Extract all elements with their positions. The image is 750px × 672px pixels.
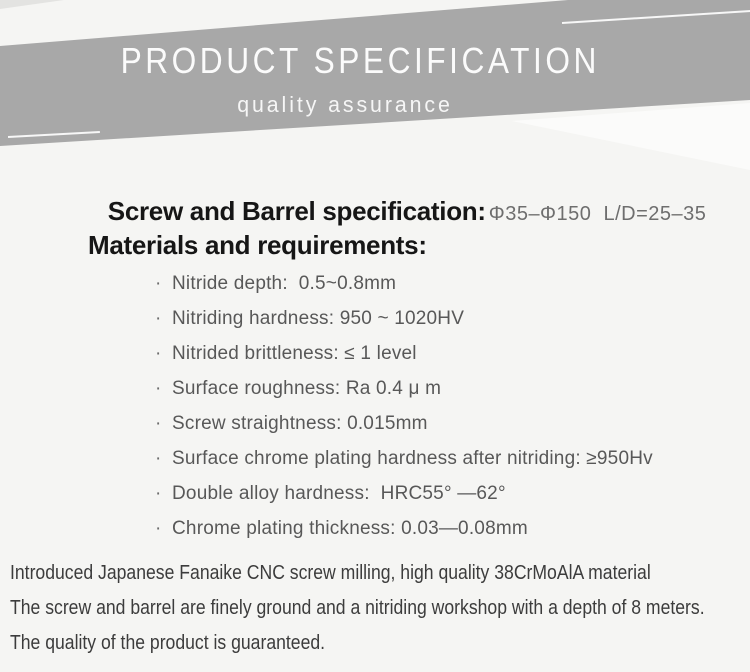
screw-barrel-spec-label: Screw and Barrel specification: [107, 196, 486, 226]
bullet-dot: · [155, 272, 162, 294]
list-item-screw-straightness [155, 406, 653, 441]
list-item-nitride-depth [155, 266, 653, 301]
list-item-nitrided-brittleness [155, 336, 653, 371]
page-subtitle: quality assurance [237, 92, 453, 117]
materials-requirements-heading: Materials and requirements: [88, 230, 427, 260]
banner-text-block [90, 42, 600, 118]
list-item-text: Chrome plating thickness: 0.03—0.08mm [172, 517, 528, 539]
list-item-text: Double alloy hardness: HRC55° —62° [172, 482, 506, 504]
screw-barrel-spec-value: Φ35–Φ150 L/D=25–35 [488, 203, 707, 225]
footer-notes [10, 556, 705, 661]
list-item-double-alloy-hardness [155, 476, 653, 511]
list-item-text: Nitriding hardness: 950 ~ 1020HV [172, 307, 465, 329]
bullet-dot: · [155, 517, 162, 539]
corner-accent-triangle [0, 0, 64, 9]
spec-list [155, 266, 653, 546]
bullet-dot: · [155, 482, 162, 504]
footer-line-material: Introduced Japanese Fanaike CNC screw milling, high quality 38CrMoAlA material [10, 562, 651, 584]
list-item-nitriding-hardness [155, 301, 653, 336]
list-item-text: Surface chrome plating hardness after nitriding: ≥950Hv [172, 447, 653, 469]
footer-line-quality: The quality of the product is guaranteed. [10, 632, 326, 654]
list-item-text: Nitride depth: 0.5~0.8mm [172, 272, 397, 294]
list-item-chrome-plating-thickness [155, 511, 653, 546]
bullet-dot: · [155, 342, 162, 364]
bullet-dot: · [155, 447, 162, 469]
page-title: PRODUCT SPECIFICATION [120, 40, 600, 81]
list-item-text: Nitrided brittleness: ≤ 1 level [172, 342, 417, 364]
bullet-dot: · [155, 377, 162, 399]
bullet-dot: · [155, 307, 162, 329]
footer-line-workshop: The screw and barrel are finely ground and a nitriding workshop with a depth of 8 meters. [10, 597, 705, 619]
bullet-dot: · [155, 412, 162, 434]
list-item-text: Surface roughness: Ra 0.4 μ m [172, 377, 442, 399]
list-item-chrome-plating-hardness [155, 441, 653, 476]
list-item-surface-roughness [155, 371, 653, 406]
list-item-text: Screw straightness: 0.015mm [172, 412, 428, 434]
